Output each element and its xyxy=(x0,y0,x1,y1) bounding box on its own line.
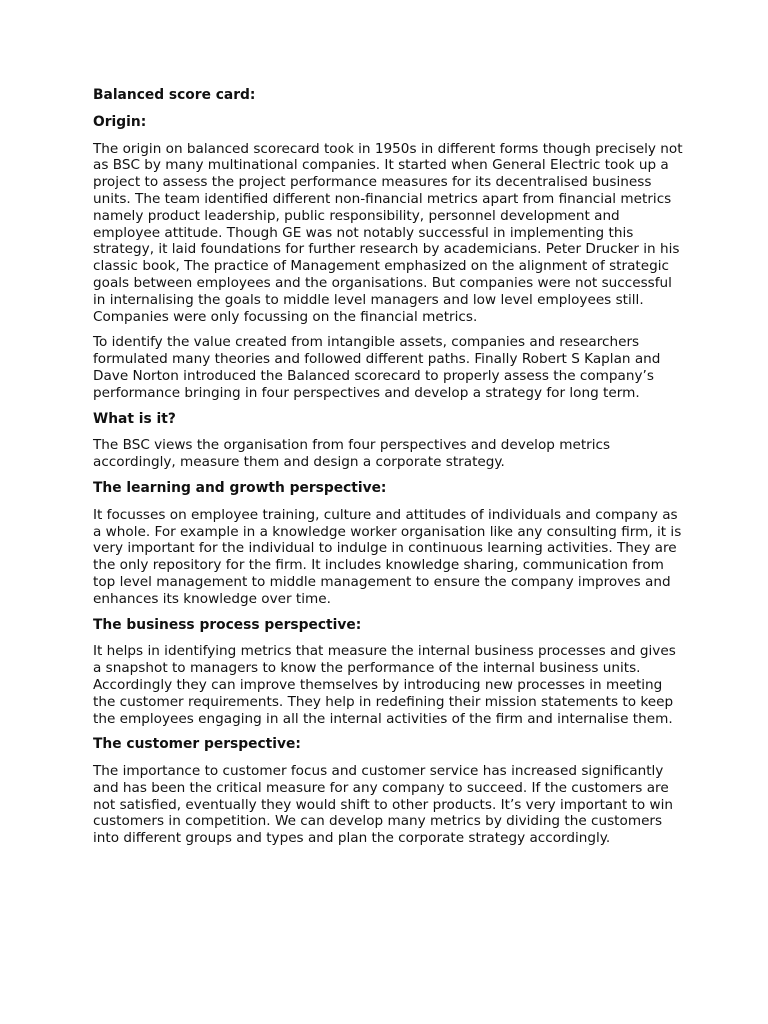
section-heading-learning-growth: The learning and growth perspective: xyxy=(93,479,387,496)
paragraph: The origin on balanced scorecard took in 1950s in different forms though precisely not as BSC by many multinational companies. It started when General Electric took up a project to assess the project performance measures for its decentralised business units. The team identified different non-financial metrics apart from financial metrics namely product leadership, public responsibility, personnel development and employee attitude. Though GE was not notably successful in implementing this strategy, it laid foundations for further research by academicians. Peter Drucker in his classic book, The practice of Management emphasized on the alignment of strategic goals between employees and the organisations. But companies were not successful in internalising the goals to middle level managers and low level employees still. Companies were only focussing on the financial metrics. xyxy=(93,140,683,325)
paragraph: The BSC views the organisation from four perspectives and develop metrics accordingly, measure them and design a corporate strategy. xyxy=(93,437,611,471)
paragraph: The importance to customer focus and customer service has increased significantly and has been the critical measure for any company to succeed. If the customers are not satisfied, eventually they would shift to other products. It’s very important to win customers in competition. We can develop many metrics by dividing the customers into different groups and types and plan the corporate strategy accordingly. xyxy=(93,763,673,847)
paragraph: It helps in identifying metrics that measure the internal business processes and gives a snapshot to managers to know the performance of the internal business units. Accordingly they can improve themselves by introducing new processes in meeting the customer requirements. They help in redefining their mission statements to keep the employees engaging in all the internal activities of the firm and internalise them. xyxy=(93,643,676,727)
document-page xyxy=(93,87,683,856)
paragraph: To identify the value created from intangible assets, companies and researchers formulated many theories and followed different paths. Finally Robert S Kaplan and Dave Norton introduced the Balanced scorecard to properly assess the company’s performance bringing in four perspectives and develop a strategy for long term. xyxy=(93,334,661,401)
section-heading-business-process: The business process perspective: xyxy=(93,616,362,633)
paragraph: It focusses on employee training, culture and attitudes of individuals and company as a whole. For example in a knowledge worker organisation like any consulting firm, it is very important for the individual to indulge in continuous learning activities. They are the only repository for the firm. It includes knowledge sharing, communication from top level management to middle management to ensure the company improves and enhances its knowledge over time. xyxy=(93,506,682,607)
document-title: Balanced score card: xyxy=(93,87,256,103)
section-heading-what-is-it: What is it? xyxy=(93,410,176,427)
section-heading-customer: The customer perspective: xyxy=(93,736,301,753)
section-heading-origin: Origin: xyxy=(93,113,147,130)
